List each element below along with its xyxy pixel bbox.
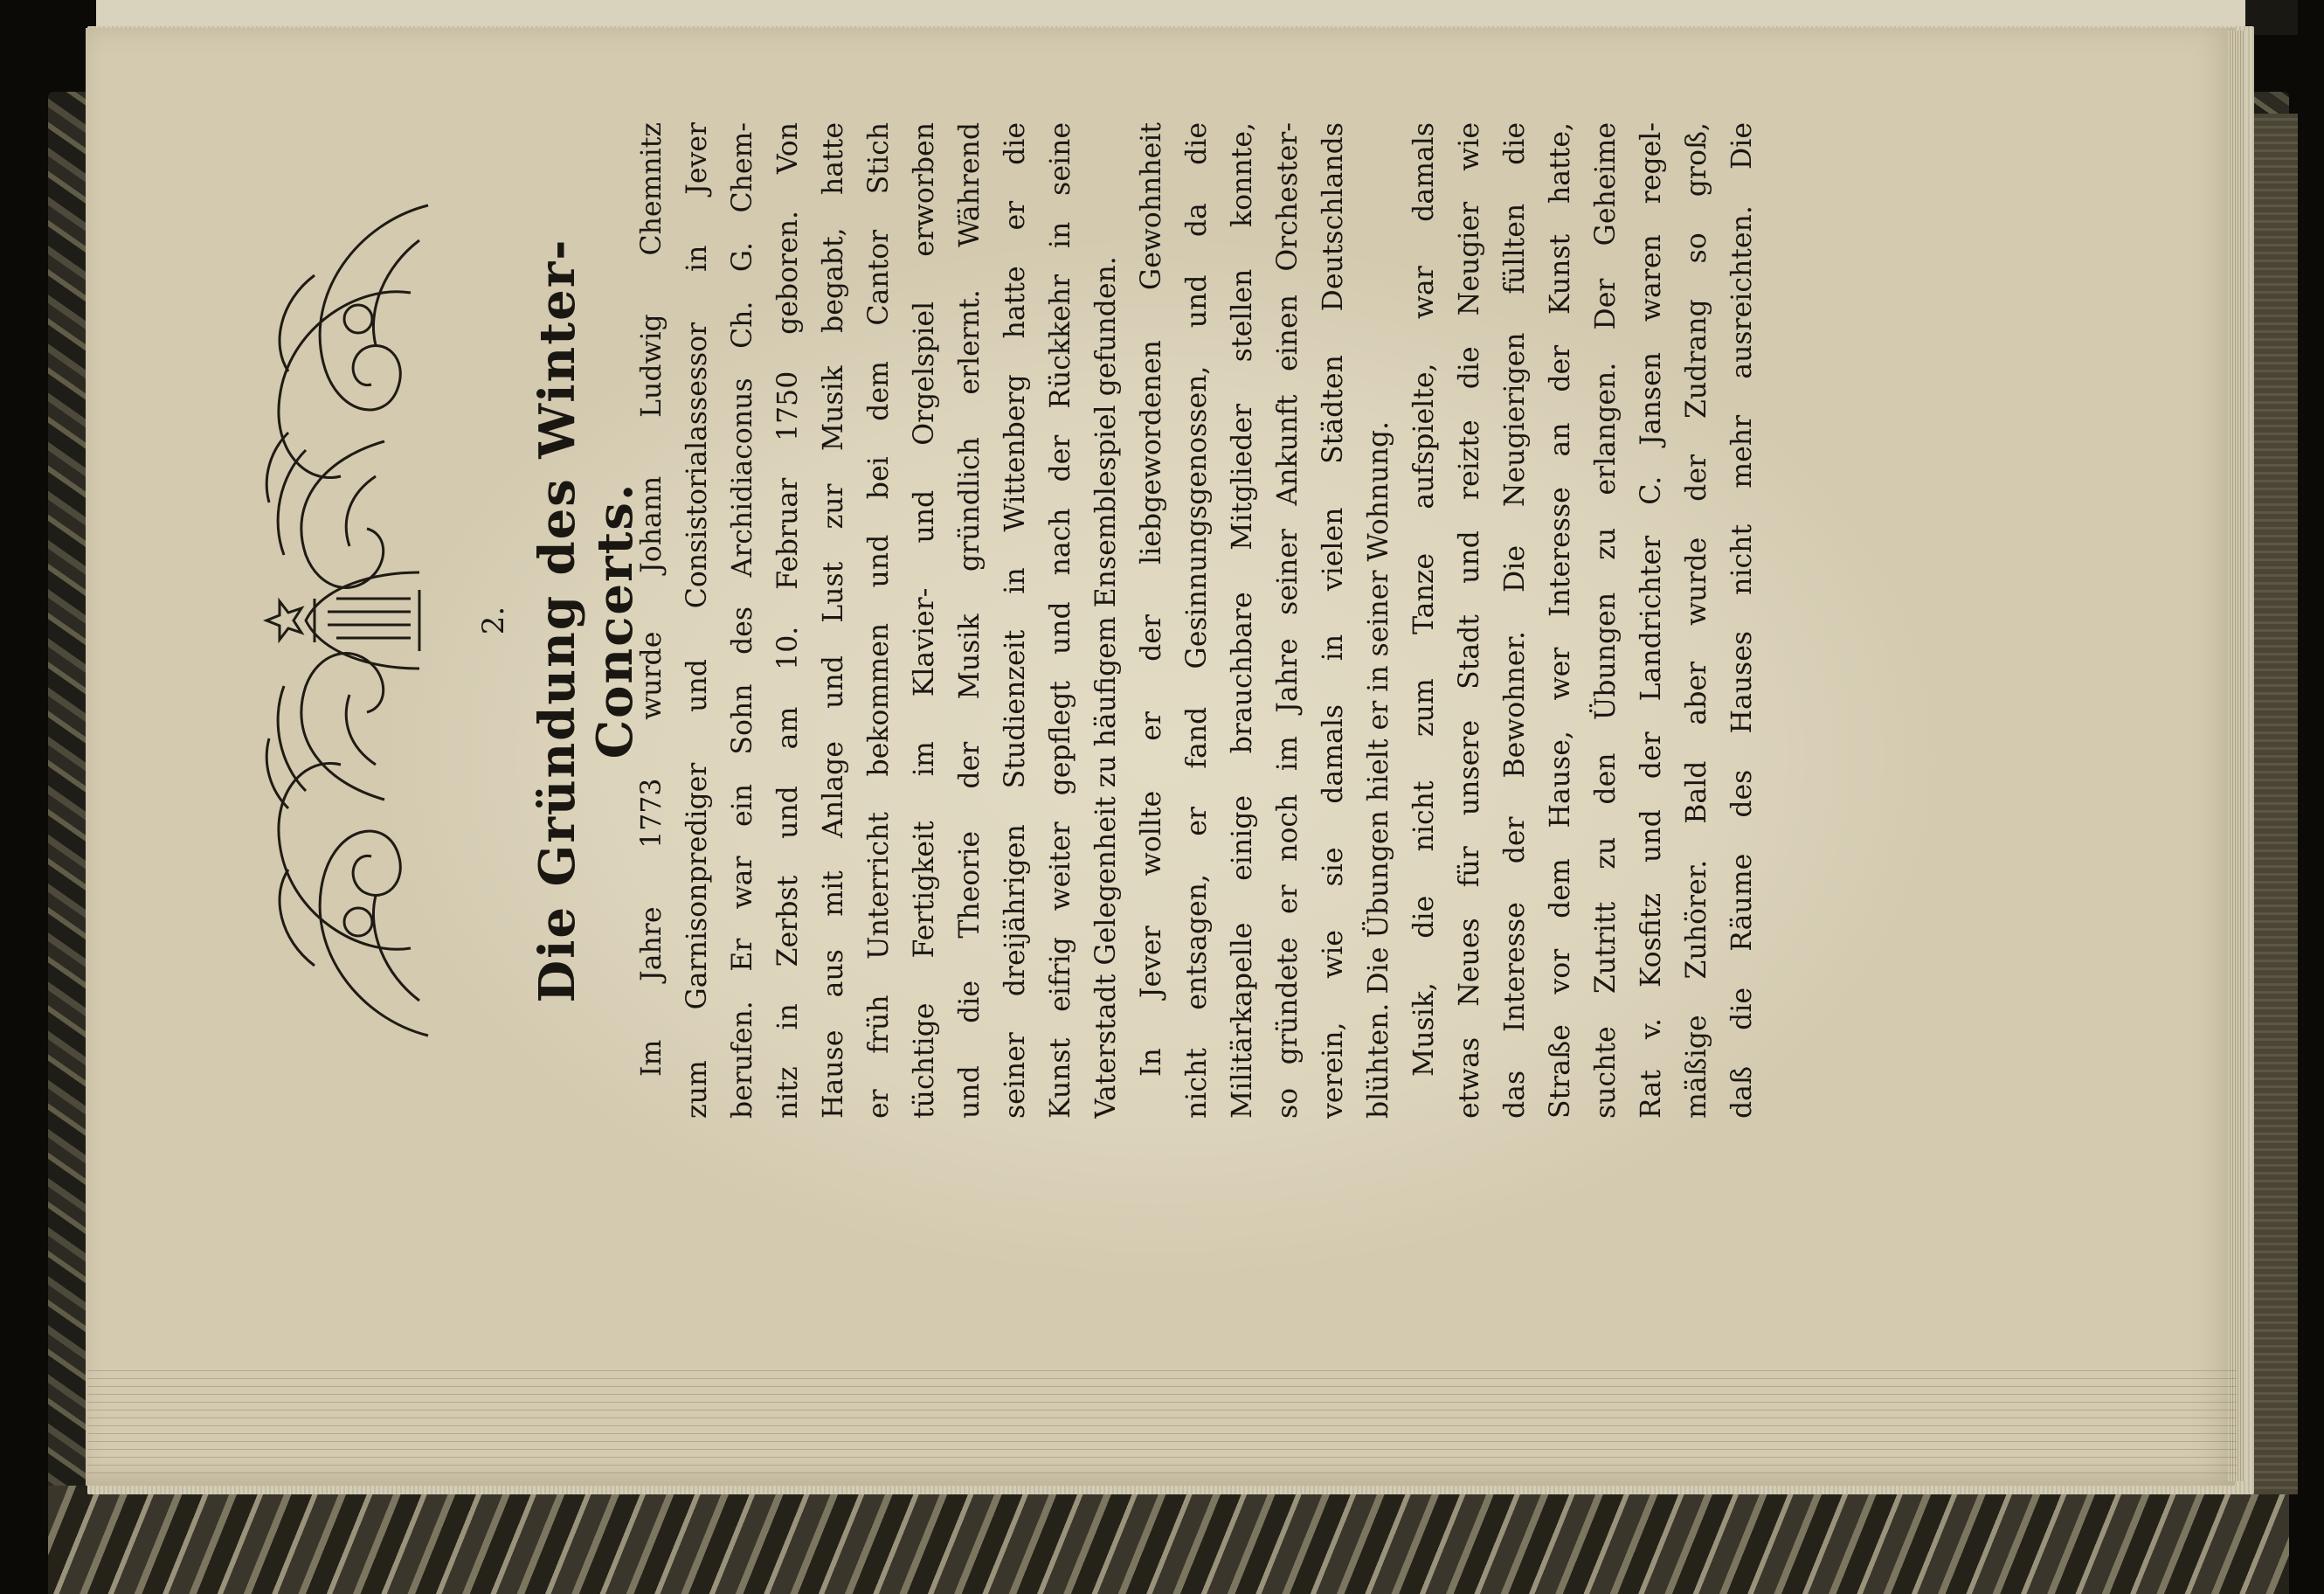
previous-page-edge (96, 0, 2254, 28)
page-content (253, 122, 1913, 1119)
text-line: seiner dreijährigen Studienzeit in Wittenberg hatte er die (999, 122, 1031, 1119)
text-line: Vaterstadt Gelegenheit zu häufigem Ensemblespiel gefunden. (1090, 256, 1122, 1119)
text-line: so gründete er noch im Jahre seiner Ankunft einen Orchester- (1272, 122, 1304, 1119)
text-line: daß die Räume des Hauses nicht mehr ausreichten. Die (1726, 122, 1758, 1119)
text-line: er früh Unterricht bekommen und bei dem Cantor Stich (863, 122, 895, 1119)
text-line: und die Theorie der Musik gründlich erlernt. Während (954, 122, 986, 1119)
text-line: blühten. Die Übungen hielt er in seiner Wohnung. (1363, 420, 1394, 1119)
body-text (629, 122, 1765, 1119)
text-line: tüchtige Fertigkeit im Klavier- und Orgelspiel erworben (909, 122, 940, 1119)
chapter-number: 2. (476, 606, 511, 635)
book-cover-bottom-edge (48, 1486, 2289, 1594)
page-edge-right (2228, 31, 2245, 1481)
text-line: Straße vor dem Hause, wer Interesse an der Kunst hatte, (1545, 122, 1576, 1119)
lyre-ornament-icon (253, 188, 437, 1053)
text-line: Musik, die nicht zum Tanze aufspielte, war damals (1408, 122, 1440, 1077)
text-line: Militärkapelle einige brauchbare Mitglieder stellen konnte, (1227, 122, 1258, 1119)
text-line: Hause aus mit Anlage und Lust zur Musik begabt, hatte (818, 122, 849, 1119)
text-line: Im Jahre 1773 wurde Johann Ludwig Chemnitz (636, 122, 667, 1077)
chapter-title: Die Gründung des Winter-Concerts. (529, 238, 644, 1003)
text-line: verein, wie sie damals in vielen Städten Deutschlands (1318, 122, 1349, 1119)
rotated-text-block (253, 122, 1913, 1119)
text-line: nitz in Zerbst und am 10. Februar 1750 geboren. Von (772, 122, 804, 1119)
text-line: berufen. Er war ein Sohn des Archidiaconus Ch. G. Chem- (727, 122, 758, 1119)
text-line: suchte Zutritt zu den Übungen zu erlangen. Der Geheime (1590, 122, 1622, 1119)
text-line: In Jever wollte er der liebgewordenen Gewohnheit (1136, 122, 1167, 1077)
text-line: zum Garnisonprediger und Consistorialassessor in Jever (681, 122, 713, 1119)
text-line: Kunst eifrig weiter gepflegt und nach der Rückkehr in seine (1045, 122, 1076, 1119)
text-line: nicht entsagen, er fand Gesinnungsgenossen, und da die (1181, 122, 1213, 1119)
text-line: mäßige Zuhörer. Bald aber wurde der Zudrang so groß, (1681, 122, 1712, 1119)
text-line: das Interesse der Bewohner. Die Neugierigen füllten die (1499, 122, 1531, 1119)
text-line: Rat v. Kosfitz und der Landrichter C. Jansen waren regel- (1636, 122, 1667, 1119)
text-line: etwas Neues für unsere Stadt und reizte die Neugier wie (1454, 122, 1485, 1119)
